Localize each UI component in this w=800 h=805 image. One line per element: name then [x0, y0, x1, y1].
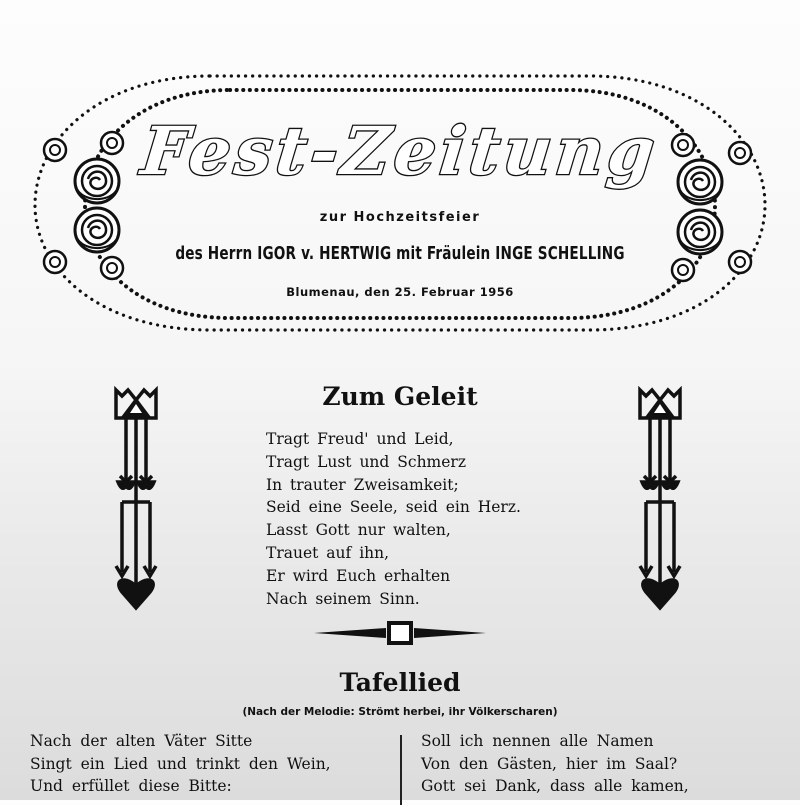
newspaper-title: Fest-Zeitung: [137, 112, 663, 190]
poem-line: In trauter Zweisamkeit;: [266, 475, 459, 494]
song-column-left: [30, 730, 331, 798]
melody-note: (Nach der Melodie: Strömt herbei, ihr Völkerscharen): [242, 706, 558, 718]
poem-line: Er wird Euch erhalten: [266, 566, 451, 585]
poem-line: Tragt Freud' und Leid,: [266, 430, 454, 448]
poem-line: Tragt Lust und Schmerz: [266, 452, 466, 471]
section-title-zum-geleit: Zum Geleit: [322, 382, 478, 411]
couple-names-line: des Herrn IGOR v. HERTWIG mit Fräulein INGE SCHELLING: [175, 243, 625, 264]
poem-line: Trauet auf ihn,: [266, 543, 390, 562]
song-line: Singt ein Lied und trinkt den Wein,: [30, 754, 331, 773]
occasion-subtitle: zur Hochzeitsfeier: [319, 210, 481, 225]
column-divider: [400, 735, 402, 805]
song-line: Und erfüllet diese Bitte:: [30, 777, 232, 795]
song-line: Gott sei Dank, dass alle kamen,: [421, 777, 689, 795]
section-divider-ornament: [312, 620, 488, 646]
section-title-tafellied: Tafellied: [339, 668, 461, 697]
poem-line: Lasst Gott nur walten,: [266, 521, 451, 540]
poem-zum-geleit: [266, 428, 586, 610]
song-line: Von den Gästen, hier im Saal?: [421, 754, 678, 773]
poem-line: Nach seinem Sinn.: [266, 589, 420, 608]
right-arrow-ornament: [632, 382, 688, 618]
left-arrow-ornament: [108, 382, 164, 618]
song-column-right: [421, 730, 689, 798]
poem-line: Seid eine Seele, seid ein Herz.: [266, 498, 521, 517]
place-date-line: Blumenau, den 25. Februar 1956: [286, 285, 514, 299]
song-line: Nach der alten Väter Sitte: [30, 732, 253, 750]
song-line: Soll ich nennen alle Namen: [421, 732, 654, 750]
